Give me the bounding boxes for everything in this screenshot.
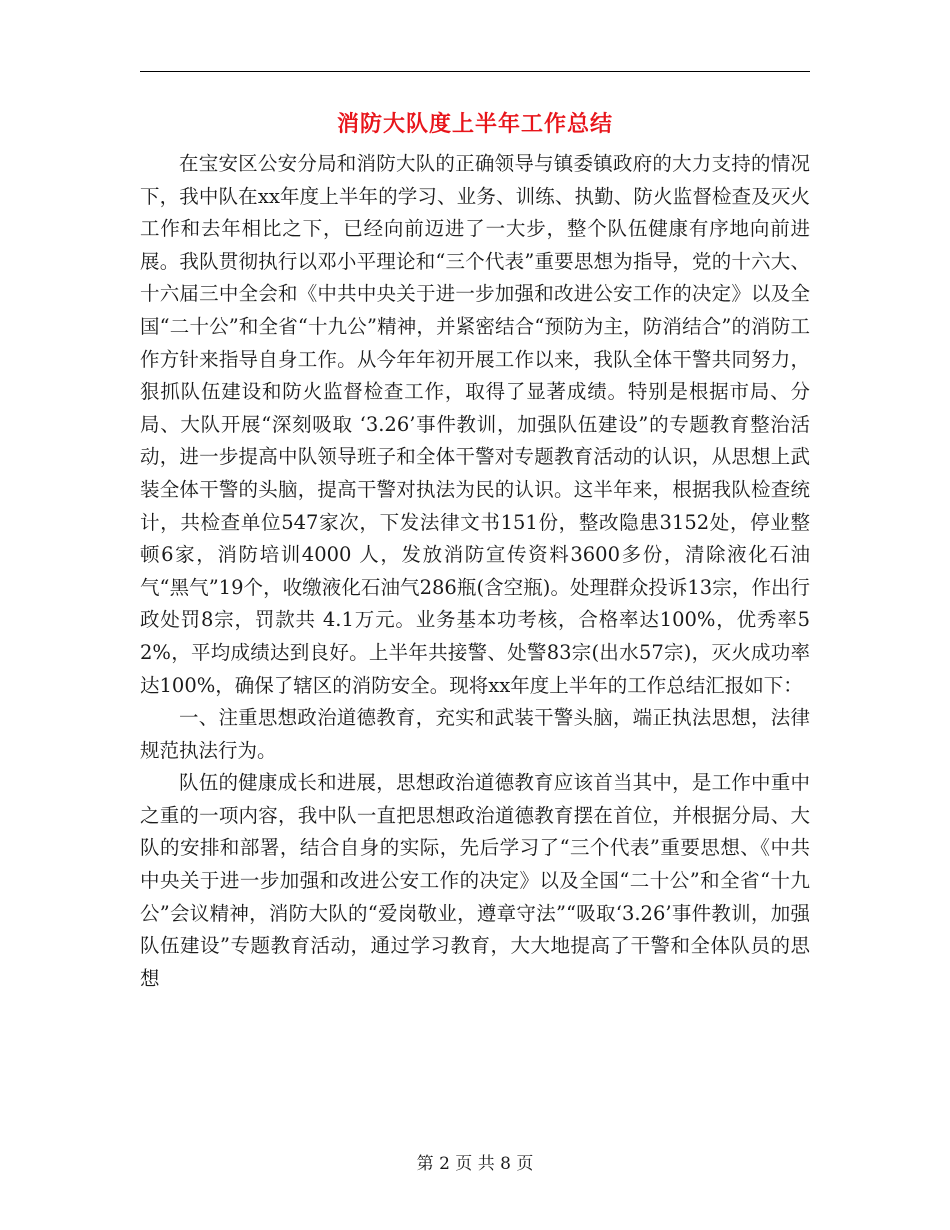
paragraph: 队伍的健康成长和进展，思想政治道德教育应该首当其中，是工作中重中之重的一项内容，我中队一直把思想政治道德教育摆在首位，并根据分局、大队的安排和部署，结合自身的实际，先后学习了“三个代表”重要思想、《中共中央关于进一步加强和改进公安工作的决定》以及全国“二十公”和全省“十九公”会议精神，消防大队的“爱岗敬业，遵章守法”“吸取‘3.26’事件教训，加强队伍建设”专题教育活动，通过学习教育，大大地提高了干警和全体队员的思想: [140, 771, 810, 990]
header-rule: [140, 71, 810, 72]
paragraph: 在宝安区公安分局和消防大队的正确领导与镇委镇政府的大力支持的情况下，我中队在xx年度上半年的学习、业务、训练、执勤、防火监督检查及灭火工作和去年相比之下，已经向前迈进了一大步，整个队伍健康有序地向前进展。我队贯彻执行以邓小平理论和“三个代表”重要思想为指导，党的十六大、十六届三中全会和《中共中央关于进一步加强和改进公安工作的决定》以及全国“二十公”和全省“十九公”精神，并紧密结合“预防为主，防消结合”的消防工作方针来指导自身工作。从今年年初开展工作以来，我队全体干警共同努力，狠抓队伍建设和防火监督检查工作，取得了显著成绩。特别是根据市局、分局、大队开展“深刻吸取 ‘3.26’事件教训，加强队伍建设”的专题教育整治活动，进一步提高中队领导班子和全体干警对专题教育活动的认识，从思想上武装全体干警的头脑，提高干警对执法为民的认识。这半年来，根据我队检查统计，共检查单位547家次，下发法律文书151份，整改隐患3152处，停业整顿6家，消防培训4000 人，发放消防宣传资料3600多份，清除液化石油气“黑气”19个，收缴液化石油气286瓶(含空瓶)。处理群众投诉13宗，作出行政处罚8宗，罚款共 4.1万元。业务基本功考核，合格率达100%，优秀率52%，平均成绩达到良好。上半年共接警、处警83宗(出水57宗)，灭火成功率达100%，确保了辖区的消防安全。现将xx年度上半年的工作总结汇报如下：: [140, 152, 810, 697]
document-title: 消防大队度上半年工作总结: [336, 112, 613, 137]
document-body: [140, 148, 810, 995]
paragraph: 一、注重思想政治道德教育，充实和武装干警头脑，端正执法思想，法律规范执法行为。: [140, 706, 810, 762]
page-footer: 第 2 页 共 8 页: [416, 1154, 534, 1174]
